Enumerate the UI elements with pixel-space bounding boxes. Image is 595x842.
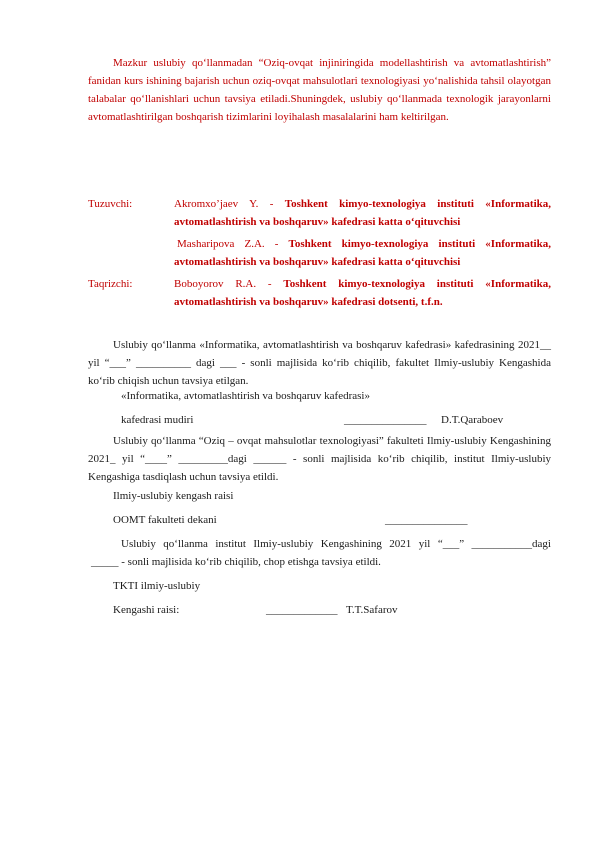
council-chair-label: Ilmiy-uslubiy kengash raisi [113, 490, 234, 502]
intro-paragraph: Mazkur uslubiy qo‘llanmadan “Oziq-ovqat injiniringida modellashtirish va avtomatlashtirish” fanidan kurs ishining bajarish uchun oziq-ovqat mahsulotlari texnologiyasi yo‘nalishida tahsil olayotgan talabalar qo‘llanishlari uchun tavsiya etiladi.Shuningdek, uslubiy qo‘llanmada texnologik jarayonlarni avtomatlashtirilgan boshqarish tizimlarini loyihalash masalalarini ham keltirilgan. [88, 57, 551, 123]
council-chair-name: T.T.Safarov [346, 604, 398, 616]
head-of-department-label: kafedrasi mudiri [121, 414, 194, 426]
reviewer-name: Boboyorov R.A. - [174, 278, 284, 290]
tkti-council-line: TKTI ilmiy-uslubiy [113, 580, 201, 592]
faculty-approval-paragraph: Uslubiy qo‘llanma “Oziq – ovqat mahsulotlar texnologiyasi” fakulteti Ilmiy-uslubiy Kengashining 2021_ yil “____” _________dagi ______ - sonli majlisida ko‘rib chiqilib, institut Ilmiy-uslubiy Kengashiga tasdiqlash uchun tavsiya etildi. [88, 435, 551, 483]
institute-approval-line-1: Uslubiy qo‘llanma institut Ilmiy-uslubiy Kengashining 2021 yil “___” ___________dagi [121, 538, 551, 550]
author-1-name: Akromxo’jaev Y. - [174, 198, 285, 210]
institute-approval-line-2: _____ - sonli majlisida ko‘rib chiqilib, chop etishga tavsiya etildi. [91, 556, 381, 568]
author-2-name: Masharipova Z.A. - [177, 238, 289, 250]
department-line: «Informatika, avtomatlashtirish va boshqaruv kafedrasi» [121, 390, 370, 402]
dean-signature-blank: _______________ [385, 514, 468, 526]
reviewer-text [174, 275, 551, 311]
author-2-text [174, 235, 551, 271]
author-2-affiliation: Toshkent kimyo-texnologiya instituti «Informatika, avtomatlashtirish va boshqaruv» kafedrasi katta o‘qituvchisi [174, 238, 551, 268]
reviewer-role-label: Taqrizchi: [88, 278, 133, 290]
author-1-affiliation: Toshkent kimyo-texnologiya instituti «Informatika, avtomatlashtirish va boshqaruv» kafedrasi katta o‘qituvchisi [174, 198, 551, 228]
author-role-label: Tuzuvchi: [88, 198, 133, 210]
head-signature-blank: _______________ [344, 414, 427, 426]
reviewer-affiliation: Toshkent kimyo-texnologiya instituti «Informatika, avtomatlashtirish va boshqaruv» kafedrasi dotsenti, t.f.n. [174, 278, 551, 308]
council-chair-signature-blank: _____________ [266, 604, 338, 616]
council-chair-title: Kengashi raisi: [113, 604, 180, 616]
department-approval-paragraph: Uslubiy qo‘llanma «Informatika, avtomatlashtirish va boshqaruv kafedrasi» kafedrasining 2021__ yil “___” __________ dagi ___ - sonli majlisida ko‘rib chiqilib, fakultet Ilmiy-uslubiy Kengashida ko‘rib chiqish uchun tavsiya etilgan. [88, 339, 551, 387]
dean-label: OOMT fakulteti dekani [113, 514, 217, 526]
head-of-department-name: D.T.Qaraboev [441, 414, 504, 426]
author-1-text [174, 195, 551, 231]
